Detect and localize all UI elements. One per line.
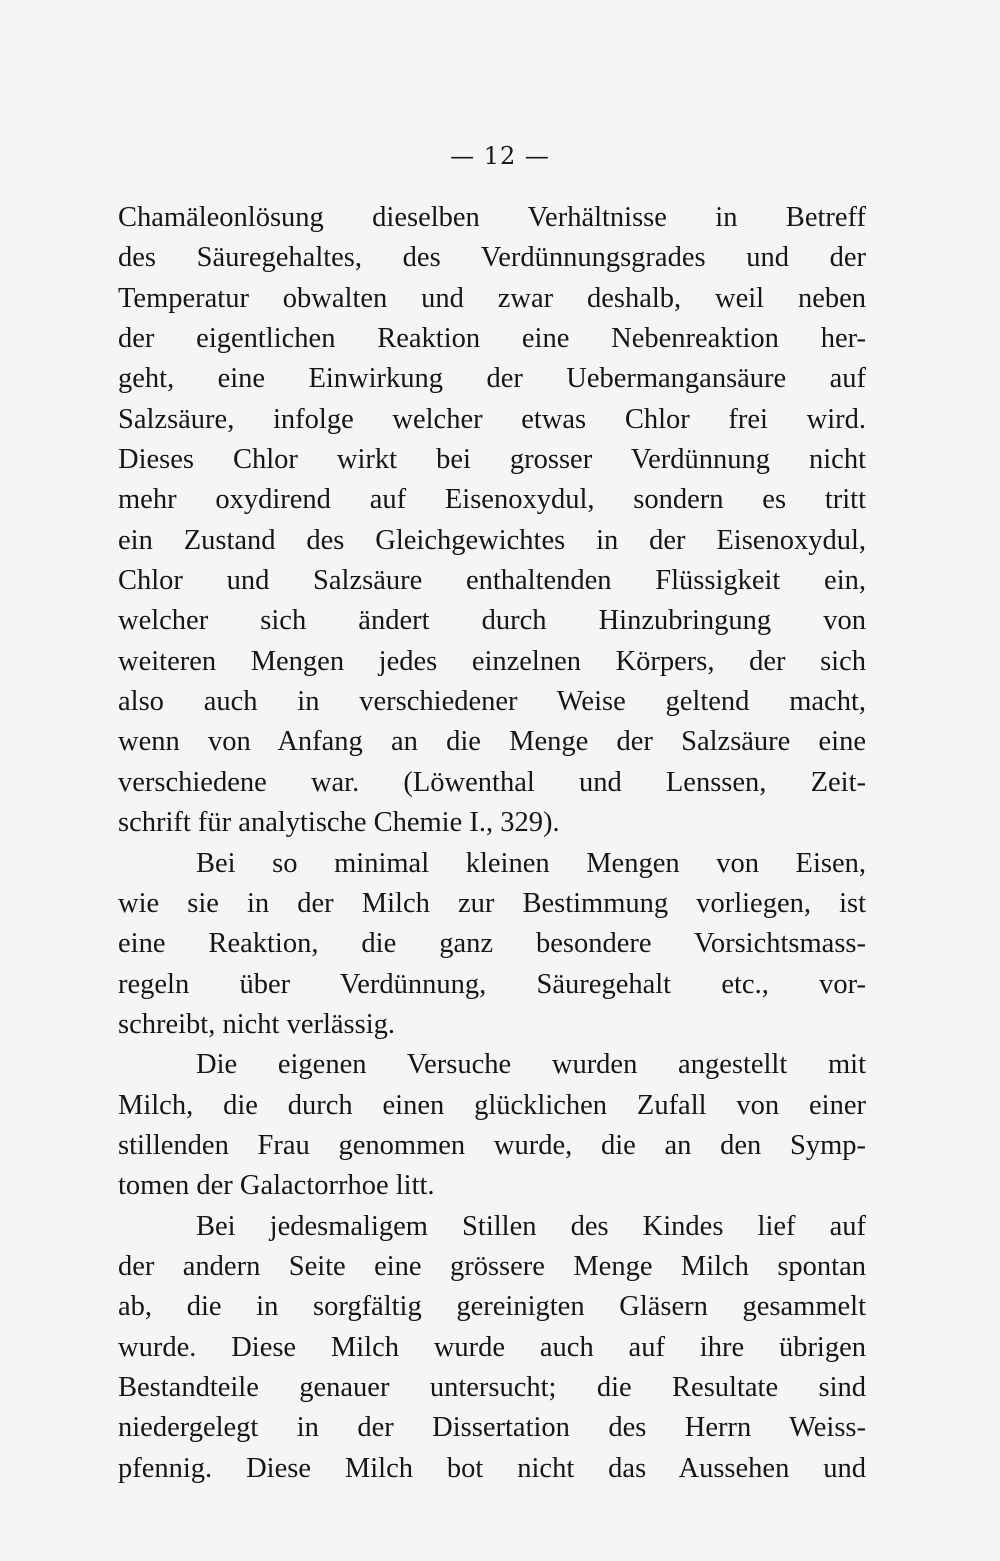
text-line: wurde. Diese Milch wurde auch auf ihre übrigen [118, 1331, 866, 1363]
text-line: Bei so minimal kleinen Mengen von Eisen, [196, 847, 866, 879]
text-line: ab, die in sorgfältig gereinigten Gläsern gesammelt [118, 1291, 866, 1323]
text-line: weiteren Mengen jedes einzelnen Körpers, der sich [118, 645, 866, 677]
text-line: pfennig. Diese Milch bot nicht das Aussehen und [118, 1452, 866, 1484]
text-line: der eigentlichen Reaktion eine Nebenreaktion her- [118, 323, 866, 355]
text-line: verschiedene war. (Löwenthal und Lenssen, Zeit- [118, 766, 866, 798]
text-line: Chamäleonlösung dieselben Verhältnisse in Betreff [118, 202, 866, 233]
text-line: also auch in verschiedener Weise geltend macht, [118, 686, 866, 718]
text-line: geht, eine Einwirkung der Uebermangansäure auf [118, 363, 866, 395]
text-line: niedergelegt in der Dissertation des Herrn Weiss- [118, 1412, 866, 1444]
text-line: des Säuregehaltes, des Verdünnungsgrades und der [118, 242, 866, 274]
text-line: Temperatur obwalten und zwar deshalb, weil neben [118, 282, 866, 314]
text-line: tomen der Galactorrhoe litt. [118, 1170, 435, 1202]
text-line: Chlor und Salzsäure enthaltenden Flüssigkeit ein, [118, 565, 866, 597]
text-line: mehr oxydirend auf Eisenoxydul, sondern es tritt [118, 484, 866, 516]
text-line: der andern Seite eine grössere Menge Milch spontan [118, 1250, 866, 1282]
text-line: Dieses Chlor wirkt bei grosser Verdünnung nicht [118, 444, 866, 476]
text-line: Salzsäure, infolge welcher etwas Chlor frei wird. [118, 403, 866, 435]
text-line: Bestandteile genauer untersucht; die Resultate sind [118, 1371, 866, 1403]
text-line: regeln über Verdünnung, Säuregehalt etc., vor- [118, 968, 866, 1000]
page-number-header: — 12 — [450, 142, 550, 170]
text-line: Die eigenen Versuche wurden angestellt mit [196, 1049, 866, 1081]
text-line: ein Zustand des Gleichgewichtes in der Eisenoxydul, [118, 524, 866, 556]
body-text [118, 198, 866, 1489]
text-line: wenn von Anfang an die Menge der Salzsäure eine [118, 726, 866, 758]
text-line: stillenden Frau genommen wurde, die an den Symp- [118, 1129, 866, 1161]
text-line: welcher sich ändert durch Hinzubringung von [118, 605, 866, 637]
text-line: Milch, die durch einen glücklichen Zufall von einer [118, 1089, 866, 1121]
text-line: Bei jedesmaligem Stillen des Kindes lief auf [196, 1210, 866, 1242]
text-line: wie sie in der Milch zur Bestimmung vorliegen, ist [118, 887, 866, 919]
text-line: eine Reaktion, die ganz besondere Vorsichtsmass- [118, 928, 866, 960]
text-line: schreibt, nicht verlässig. [118, 1008, 396, 1040]
text-line: schrift für analytische Chemie I., 329). [118, 807, 560, 839]
